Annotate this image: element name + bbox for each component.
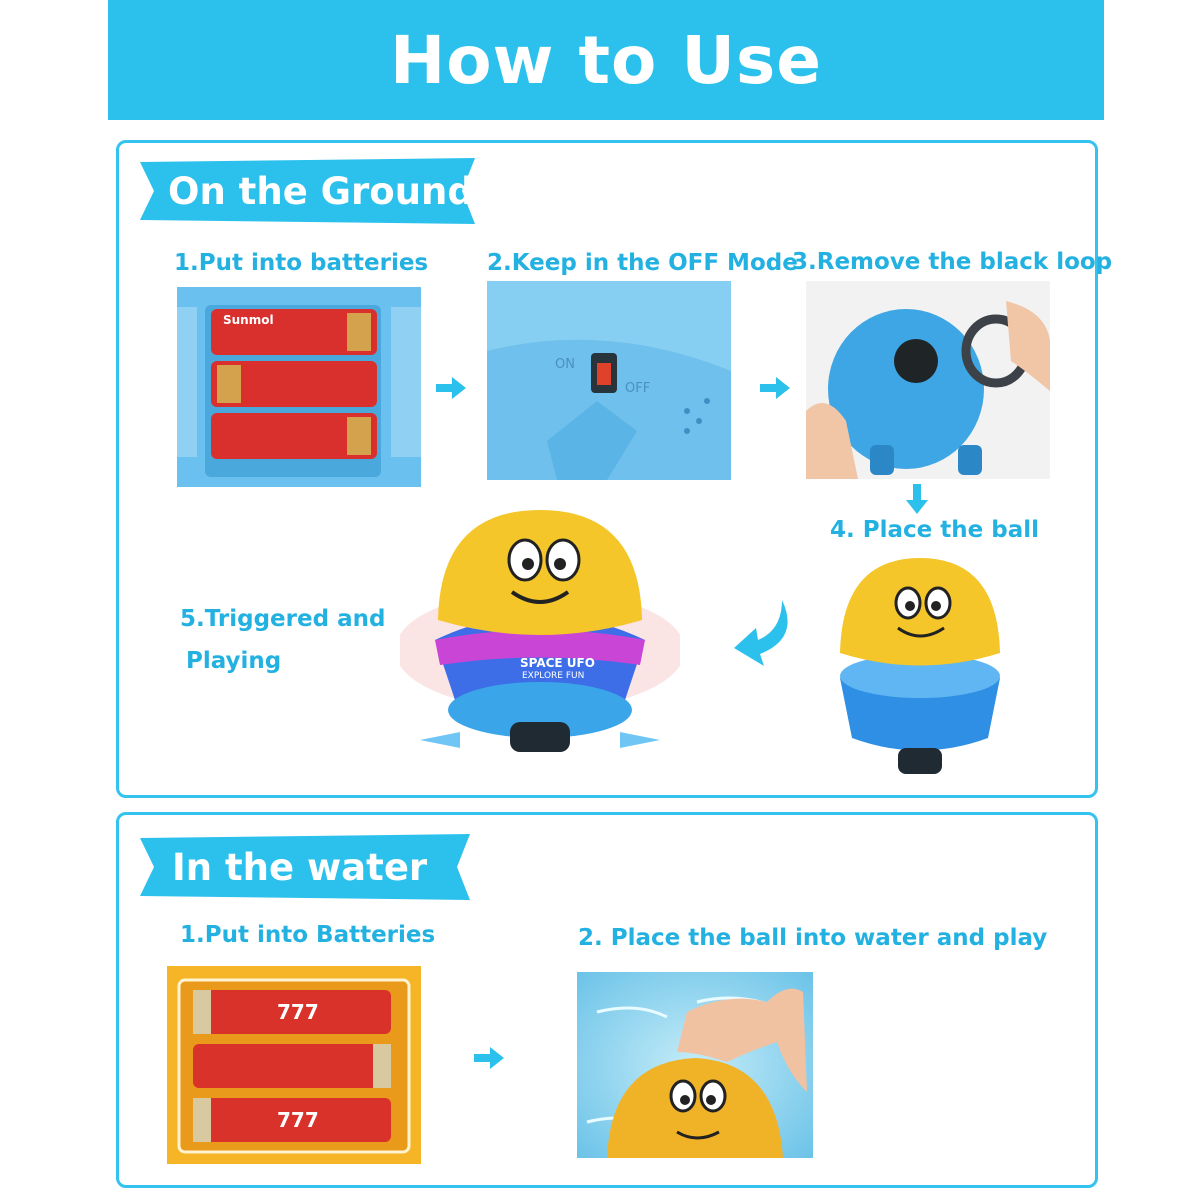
battery-photo: [177, 287, 421, 487]
water-step-1: 1.Put into Batteries: [180, 922, 436, 948]
water-title: In the water: [172, 845, 428, 889]
ground-step-3: 3.Remove the black loop: [792, 249, 1113, 275]
ground-step-5b: Playing: [186, 648, 282, 674]
water-play-photo: [577, 972, 813, 1158]
ufo-sublabel: EXPLORE FUN: [522, 671, 585, 681]
ground-step-2: 2.Keep in the OFF Mode: [487, 250, 798, 276]
ufo-label: SPACE UFO: [520, 656, 595, 670]
ground-step-5: 5.Triggered and: [180, 606, 386, 632]
water-step-2: 2. Place the ball into water and play: [578, 925, 1048, 951]
arrow-down-icon: [906, 484, 928, 514]
loop-photo: [806, 281, 1050, 479]
page-title: How to Use: [389, 22, 823, 99]
switch-off-label: OFF: [625, 381, 651, 396]
ground-step-1: 1.Put into batteries: [174, 250, 429, 276]
arrow-right-icon: [760, 377, 790, 399]
arrow-right-icon: [474, 1047, 504, 1069]
glowing-ufo-toy: [400, 500, 680, 800]
battery-label: 777: [277, 1108, 319, 1132]
ground-step-4: 4. Place the ball: [830, 517, 1039, 543]
water-battery-photo: [167, 966, 421, 1164]
battery-label: 777: [277, 1000, 319, 1024]
arrow-right-icon: [436, 377, 466, 399]
curved-arrow-icon: [730, 598, 798, 670]
header-banner: [108, 0, 1104, 120]
placed-ball-toy: [810, 548, 1030, 788]
battery-brand: Sunmol: [223, 313, 274, 327]
ground-title: On the Ground: [168, 169, 474, 213]
switch-photo: [487, 281, 731, 480]
switch-on-label: ON: [555, 357, 575, 372]
